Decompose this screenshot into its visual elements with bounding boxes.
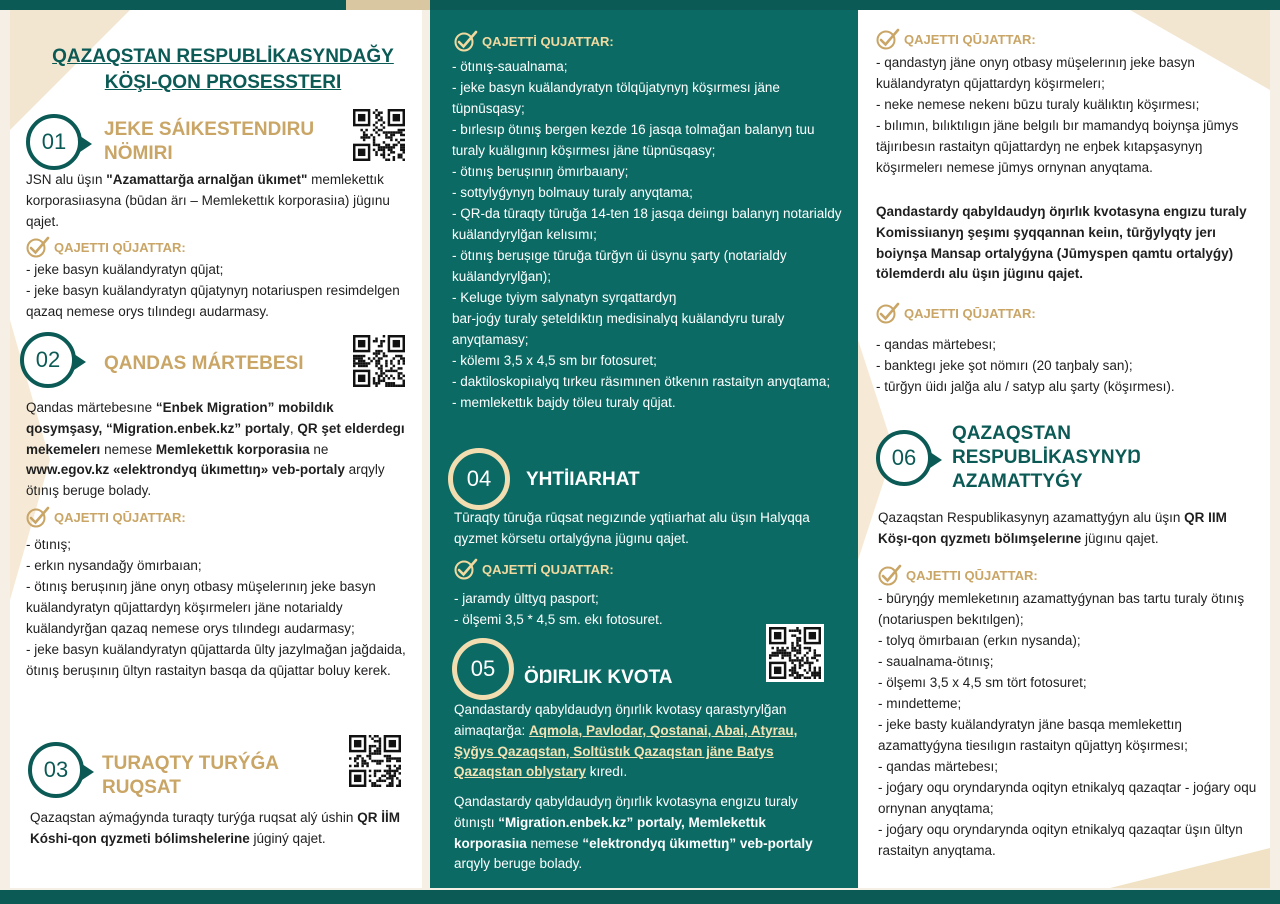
- section-title: QAZAQSTAN RESPUBLİKASYNYŊ AZAMATTYǴY: [952, 423, 1141, 492]
- requirements-heading: [26, 506, 186, 528]
- section-number: 03: [43, 757, 69, 782]
- section-intro: [26, 170, 418, 232]
- list-item: - jeke basty kuälandyratyn jäne basqa memlekettıŋ azamattyǵyna tiesılıgın rastaityn qūjattyŋ köşırmesı;: [878, 717, 1188, 753]
- text-segment: júginý qajet.: [249, 830, 326, 846]
- text-segment: arqyly ötınış beruge bolady.: [26, 462, 385, 499]
- list-item: - daktiloskopiıalyq tırkeu räsımınen ötkenın rastaityn anyqtama;: [452, 374, 831, 389]
- text-segment: “Enbek Migration” mobildık qosymşasy, “Migration.enbek.kz” portaly: [26, 400, 334, 436]
- list-item: - neke nemese nekenı būzu turaly kuälıktıŋ köşırmesı;: [876, 97, 1200, 112]
- section-number: 01: [41, 129, 67, 154]
- text-segment: QR IIM Köşı-qon qyzmetı bölımşelerıne: [878, 510, 1227, 546]
- check-circle-icon: [26, 236, 50, 258]
- text-segment: nemese: [526, 835, 583, 851]
- requirements-heading-text: QAJETTI QŪJATTAR:: [904, 305, 1036, 321]
- text-segment: Qandastardy qabyldaudyŋ öŋırlık kvotasyna engızu turaly ötınıștı: [454, 794, 798, 830]
- text-segment: Qandastardy qabyldaudyŋ öŋırlık kvotasy qarastyrylğan aimaqtarğa:: [454, 702, 787, 738]
- list-item: - tolyq ömırbaıan (erkın nysanda);: [878, 633, 1081, 648]
- list-item: - Keluge tyiym salynatyn syrqattardyŋ bar-joǵy turaly şeteldıktıŋ medisinalyq kuälandyru turaly anyqtamasy;: [452, 290, 785, 347]
- section-paragraph: [454, 792, 838, 875]
- qr-code-icon: [346, 732, 404, 790]
- text-segment: Aqmola, Pavlodar, Qostanai, Abai, Atyrau, Şyğys Qazaqstan, Soltüstık Qazaqstan jäne Batys Qazaqstan oblystary: [454, 722, 798, 780]
- list-item: - memlekettık bajdy töleu turaly qūjat.: [452, 395, 676, 410]
- requirements-heading: [454, 558, 614, 580]
- text-segment: ne: [309, 441, 329, 457]
- top-band: [0, 0, 1280, 10]
- list-item: - jaramdy ūlttyq pasport;: [454, 591, 599, 606]
- text-segment: ,: [289, 420, 298, 436]
- section-title: ÖŊIRLIK KVOTA: [524, 667, 673, 688]
- list-item: - jeke basyn kuälandyratyn qūjat;: [26, 262, 224, 277]
- list-item: - QR-da tūraqty tūruğa 14-ten 18 jasqa deiıngı balanyŋ notarialdy kuälandyrylğan kelısımı;: [452, 206, 842, 242]
- list-item: - jeke basyn kuälandyratyn qūjattarda ūlty jazylmağan jağdaida, ötınış berușınıŋ ūltyn rastaityn basqa da qūjattar boluy kerek.: [26, 642, 406, 678]
- check-circle-icon: [876, 28, 900, 50]
- requirements-heading: [878, 564, 1038, 586]
- requirements-list: [876, 334, 1260, 397]
- page-title: QAZAQSTAN RESPUBLİKASYNDAĞY KÖŞI-QON PROSESSTERI: [52, 46, 394, 93]
- list-item: - ölşemi 3,5 * 4,5 sm. ekı fotosuret.: [454, 612, 663, 627]
- section-intro: [26, 398, 406, 502]
- requirements-list: [26, 259, 418, 322]
- column-middle: [430, 10, 858, 888]
- text-segment: kıredı.: [586, 764, 628, 780]
- check-circle-icon: [26, 506, 50, 528]
- requirements-heading: [876, 28, 1036, 50]
- list-item: - saualnama-ötınış;: [878, 654, 994, 669]
- requirements-list: [878, 588, 1262, 861]
- section-number-badge: [28, 742, 84, 798]
- qr-code-icon: [766, 624, 824, 682]
- list-item: - jeke basyn kuälandyratyn qūjatynyŋ notariuspen resimdelgen qazaq nemese orys tılındegı audarmasy.: [26, 283, 400, 319]
- text-segment: QR İİM Kóshi-qon qyzmeti bólimshelerine: [30, 810, 400, 846]
- requirements-list: [452, 56, 848, 413]
- list-item: - tūrğyn üidı jalğa alu / satyp alu şarty (köşırmesı).: [876, 379, 1175, 394]
- list-item: - ötınış;: [26, 537, 72, 552]
- list-item: - erkın nysandağy ömırbaıan;: [26, 558, 202, 573]
- text-segment: QR şet elderdegı mekemelerı: [26, 420, 405, 457]
- badge-pointer-icon: [74, 354, 86, 370]
- section-number: 06: [891, 445, 917, 470]
- list-item: - ölşemı 3,5 x 4,5 sm tört fotosuret;: [878, 675, 1087, 690]
- text-segment: memlekettık korporasiıasyna (būdan ärı – Memlekettık korporasiıa) jügınu qajet.: [26, 172, 390, 229]
- check-circle-icon: [876, 302, 900, 324]
- text-segment: nemese: [100, 441, 156, 457]
- text-segment: Qandas märtebesıne: [26, 400, 156, 415]
- text-segment: Qazaqstan Respublikasynyŋ azamattyǵyn alu üşın: [878, 510, 1185, 525]
- check-circle-icon: [454, 30, 478, 52]
- list-item: - ötınış berușıge tūruğa tūrğyn üi üsynu şarty (notarialdy kuälandyrylğan);: [452, 248, 787, 284]
- section-number-badge: [876, 430, 932, 486]
- list-item: - qandas märtebesı;: [876, 337, 997, 352]
- list-item: - banktegı jeke şot nömırı (20 taŋbaly san);: [876, 358, 1133, 373]
- section-number: 02: [35, 347, 61, 372]
- text-segment: Qazaqstan aýmaǵynda turaqty turýǵa ruqsat alý úshin: [30, 810, 358, 825]
- list-item: - ötınış berușınıŋ ömırbaıany;: [452, 164, 629, 179]
- section-number-badge: [452, 638, 514, 700]
- list-item: - ötınış berușınıŋ jäne onyŋ otbasy müşelerınıŋ jeke basyn kuälandyratyn qūjattardyŋ köşırmelerı jäne notarialdy kuälandyrğan qazaq nemese orys tılındegı audarmasy;: [26, 579, 376, 636]
- badge-pointer-icon: [930, 452, 942, 468]
- text-segment: JSN alu üşın: [26, 172, 107, 187]
- list-item: - sottylyǵynyŋ bolmauy turaly anyqtama;: [452, 185, 693, 200]
- text-segment: Memlekettık korporasiıa: [155, 441, 310, 457]
- requirements-list: [876, 52, 1260, 178]
- requirements-heading-text: QAJETTİ QUJATTAR:: [482, 561, 614, 577]
- requirements-list: [26, 534, 410, 681]
- text-segment: “elektrondyq ükımettıŋ” veb-portaly: [582, 835, 813, 851]
- list-item: - joǵary oqu oryndarynda oqityn etnikalyq qazaqtar - joǵary oqu ornynan anyqtama;: [878, 780, 1257, 816]
- list-item: - jeke basyn kuälandyratyn tölqūjatynyŋ köşırmesı jäne tüpnūsqasy;: [452, 80, 780, 116]
- check-circle-icon: [878, 564, 902, 586]
- text-segment: jügınu qajet.: [1081, 530, 1159, 546]
- section-intro: [878, 508, 1248, 550]
- section-intro: [30, 808, 414, 850]
- requirements-heading: [26, 236, 186, 258]
- section-title: JEKE SÁIKESTENDIRU NÖMIRI: [104, 119, 315, 164]
- requirements-heading-text: QAJETTI QŪJATTAR:: [54, 509, 186, 525]
- check-circle-icon: [454, 558, 478, 580]
- section-number: 04: [466, 466, 492, 491]
- list-item: - ötınış-saualnama;: [452, 59, 568, 74]
- section-number: 05: [470, 656, 496, 681]
- section-paragraph: [454, 700, 838, 783]
- section-intro: Tūraqty tūruğa rūqsat negızınde yqtiıarhat alu üşın Halyqqa qyzmet körsetu ortalyǵyna jügınu qajet.: [454, 510, 810, 546]
- badge-pointer-icon: [80, 136, 92, 152]
- list-item: - bılımın, bılıktılıgın jäne belgılı bır mamandyq boiynşa jūmys täjırıbesın rastaityn qūjattardyŋ ne eŋbek kıtapşasynyŋ köşırmelerı nemese jūmys ornynan anyqtama.: [876, 118, 1239, 175]
- section-number-badge: [26, 114, 82, 170]
- requirements-heading-text: QAJETTI QŪJATTAR:: [54, 239, 186, 255]
- section-number-badge: [20, 332, 76, 388]
- payment-note: Qandastardy qabyldaudyŋ öŋırlık kvotasyna engızu turaly Komissiıanyŋ şeşımı şyqqannan keiın, tūrğylyqty jerı boiynşa Mansap ortalyǵyna (Jūmyspen qamtu ortalyǵy) tölemderdı alu üşın jügınu qajet.: [876, 204, 1247, 282]
- bottom-band: [0, 890, 1280, 904]
- list-item: - qandastyŋ jäne onyŋ otbasy müşelerınıŋ jeke basyn kuälandyratyn qūjattardyŋ köşırmelerı;: [876, 55, 1195, 91]
- list-item: - bırlesıp ötınış bergen kezde 16 jasqa tolmağan balanyŋ tuu turaly kuälıgınıŋ köşırmesı jäne tüpnūsqasy;: [452, 122, 815, 158]
- text-segment: “Migration.enbek.kz” portaly, Memlekettık korporasiıa: [454, 814, 766, 851]
- qr-code-icon: [350, 106, 408, 164]
- list-item: - mındetteme;: [878, 696, 962, 711]
- column-left: [10, 10, 422, 888]
- list-item: - būryŋǵy memleketınıŋ azamattyǵynan bas tartu turaly ötınış (notariuspen bekıtılgen);: [878, 591, 1245, 627]
- requirements-heading-text: QAJETTİ QUJATTAR:: [482, 33, 614, 49]
- requirements-heading: [876, 302, 1036, 324]
- section-title: QANDAS MÁRTEBESI: [104, 353, 304, 374]
- list-item: - kölemı 3,5 x 4,5 sm bır fotosuret;: [452, 353, 657, 368]
- top-stripe: [220, 0, 430, 10]
- requirements-heading-text: QAJETTI QŪJATTAR:: [906, 567, 1038, 583]
- list-item: - joǵary oqu oryndarynda oqityn etnikalyq qazaqtar üşın ūltyn rastaityn anyqtama.: [878, 822, 1243, 858]
- list-item: - qandas märtebesı;: [878, 759, 999, 774]
- qr-code-icon: [350, 332, 408, 390]
- section-number-badge: [448, 448, 510, 510]
- badge-pointer-icon: [82, 764, 94, 780]
- section-title: YHTİIARHAT: [526, 469, 640, 490]
- section-title: TURAQTY TURÝǴA RUQSAT: [102, 753, 279, 798]
- column-right: [858, 10, 1270, 888]
- requirements-heading-text: QAJETTI QŪJATTAR:: [904, 31, 1036, 47]
- text-segment: www.egov.kz «elektrondyq ükımettıŋ» veb-portaly: [26, 462, 345, 478]
- text-segment: "Azamattarğa arnalğan ükımet": [106, 172, 308, 187]
- requirements-heading: [454, 30, 614, 52]
- text-segment: arqyly beruge bolady.: [454, 856, 583, 872]
